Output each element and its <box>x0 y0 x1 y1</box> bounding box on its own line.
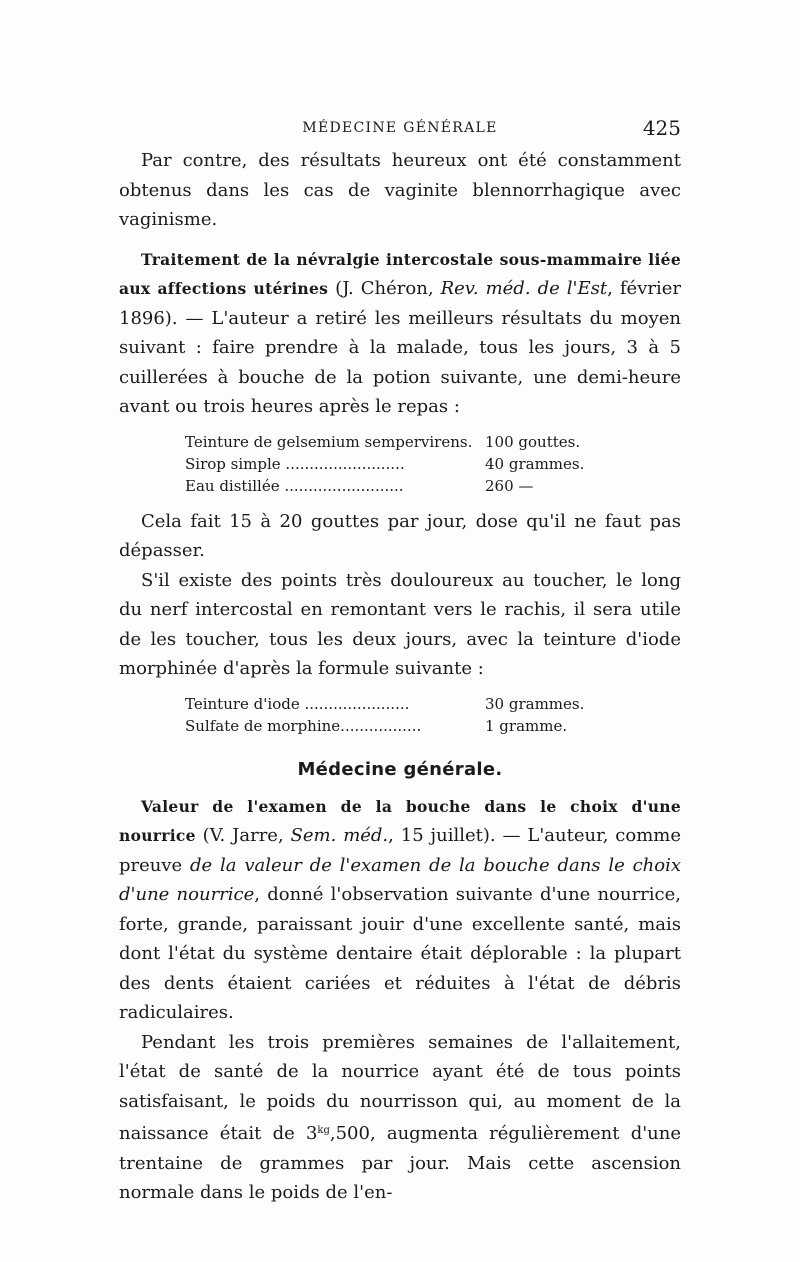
page-number: 425 <box>642 116 681 140</box>
unit-superscript: kg <box>317 1125 330 1136</box>
paragraph-dose: Cela fait 15 à 20 gouttes par jour, dose qu'il ne faut pas dépasser. <box>119 510 681 561</box>
running-title: MÉDECINE GÉNÉRALE <box>302 120 498 136</box>
ingredient-quantity: 100 gouttes. <box>485 432 581 451</box>
ingredient-name: Teinture de gelsemium sempervirens. <box>185 432 473 451</box>
recipe-row <box>185 715 681 737</box>
italic-phrase: de la valeur de l'examen de la bouche dans le choix d'une nourrice <box>119 854 682 905</box>
citation-rest: , donné l'observation suivante d'une nourrice, forte, grande, paraissant jouir d'une excellente santé, mais dont l'état du système dentaire était déplorable : la plupart des dents étaient cariées et réduites à l'état de débris radiculaires. <box>119 884 681 1023</box>
text-after: ,500, augmenta régulièrement d'une trentaine de grammes par jour. Mais cette ascension normale dans le poids de l'en- <box>119 1123 681 1203</box>
recipe-potion <box>185 431 681 497</box>
citation-open: (V. Jarre, <box>195 825 291 846</box>
spacer <box>119 235 681 245</box>
ingredient-quantity: 1 gramme. <box>485 716 568 735</box>
recipe-teinture-iode <box>185 693 681 737</box>
recipe-row <box>185 453 681 475</box>
entry-title: Traitement de la névralgie intercostale sous-mammaire liée aux affections utérines <box>119 249 681 298</box>
ingredient-name: Sirop simple ......................... <box>185 454 405 473</box>
paragraph-points-douloureux: S'il existe des points très douloureux au toucher, le long du nerf intercostal en remontant vers le rachis, il sera utile de les toucher, tous les deux jours, avec la teinture d'iode morphinée d'après la formule suivante : <box>119 569 681 679</box>
recipe-row <box>185 431 681 453</box>
ingredient-name: Teinture d'iode ...................... <box>185 694 410 713</box>
journal-name: Rev. méd. de l'Est <box>440 278 608 299</box>
running-header <box>119 112 681 146</box>
paragraph-vaginisme: Par contre, des résultats heureux ont été constamment obtenus dans les cas de vaginite blennorrhagique avec vaginisme. <box>119 150 681 230</box>
book-page <box>119 112 681 1208</box>
citation-open: (J. Chéron, <box>328 278 441 299</box>
ingredient-quantity: 30 grammes. <box>485 694 585 713</box>
ingredient-name: Sulfate de morphine................. <box>185 716 422 735</box>
recipe-row <box>185 475 681 497</box>
text-before: Pendant les trois premières semaines de l'allaitement, l'état de santé de la nourrice ayant été de tous points satisfaisant, le poids du nourrisson qui, au moment de la naissance était de 3 <box>119 1031 681 1144</box>
ingredient-name: Eau distillée ......................... <box>185 476 404 495</box>
entry-nevralgie <box>119 245 681 422</box>
citation-mid: , 15 juillet). — L'auteur, comme preuve <box>119 825 681 876</box>
recipe-row <box>185 693 681 715</box>
paragraph-allaitement <box>119 1028 681 1208</box>
ingredient-quantity: 260 — <box>485 476 534 495</box>
ingredient-quantity: 40 grammes. <box>485 454 585 473</box>
entry-examen-bouche <box>119 792 681 1028</box>
journal-name: Sem. méd. <box>290 825 389 846</box>
entry-title: Valeur de l'examen de la bouche dans le choix d'une nourrice <box>119 796 681 845</box>
section-heading: Médecine générale. <box>297 758 503 780</box>
citation-rest: , février 1896). — L'auteur a retiré les meilleurs résultats du moyen suivant : faire prendre à la malade, tous les jours, 3 à 5 cuillerées à bouche de la potion suivante, une demi-heure avant ou trois heures après le repas : <box>119 278 681 417</box>
